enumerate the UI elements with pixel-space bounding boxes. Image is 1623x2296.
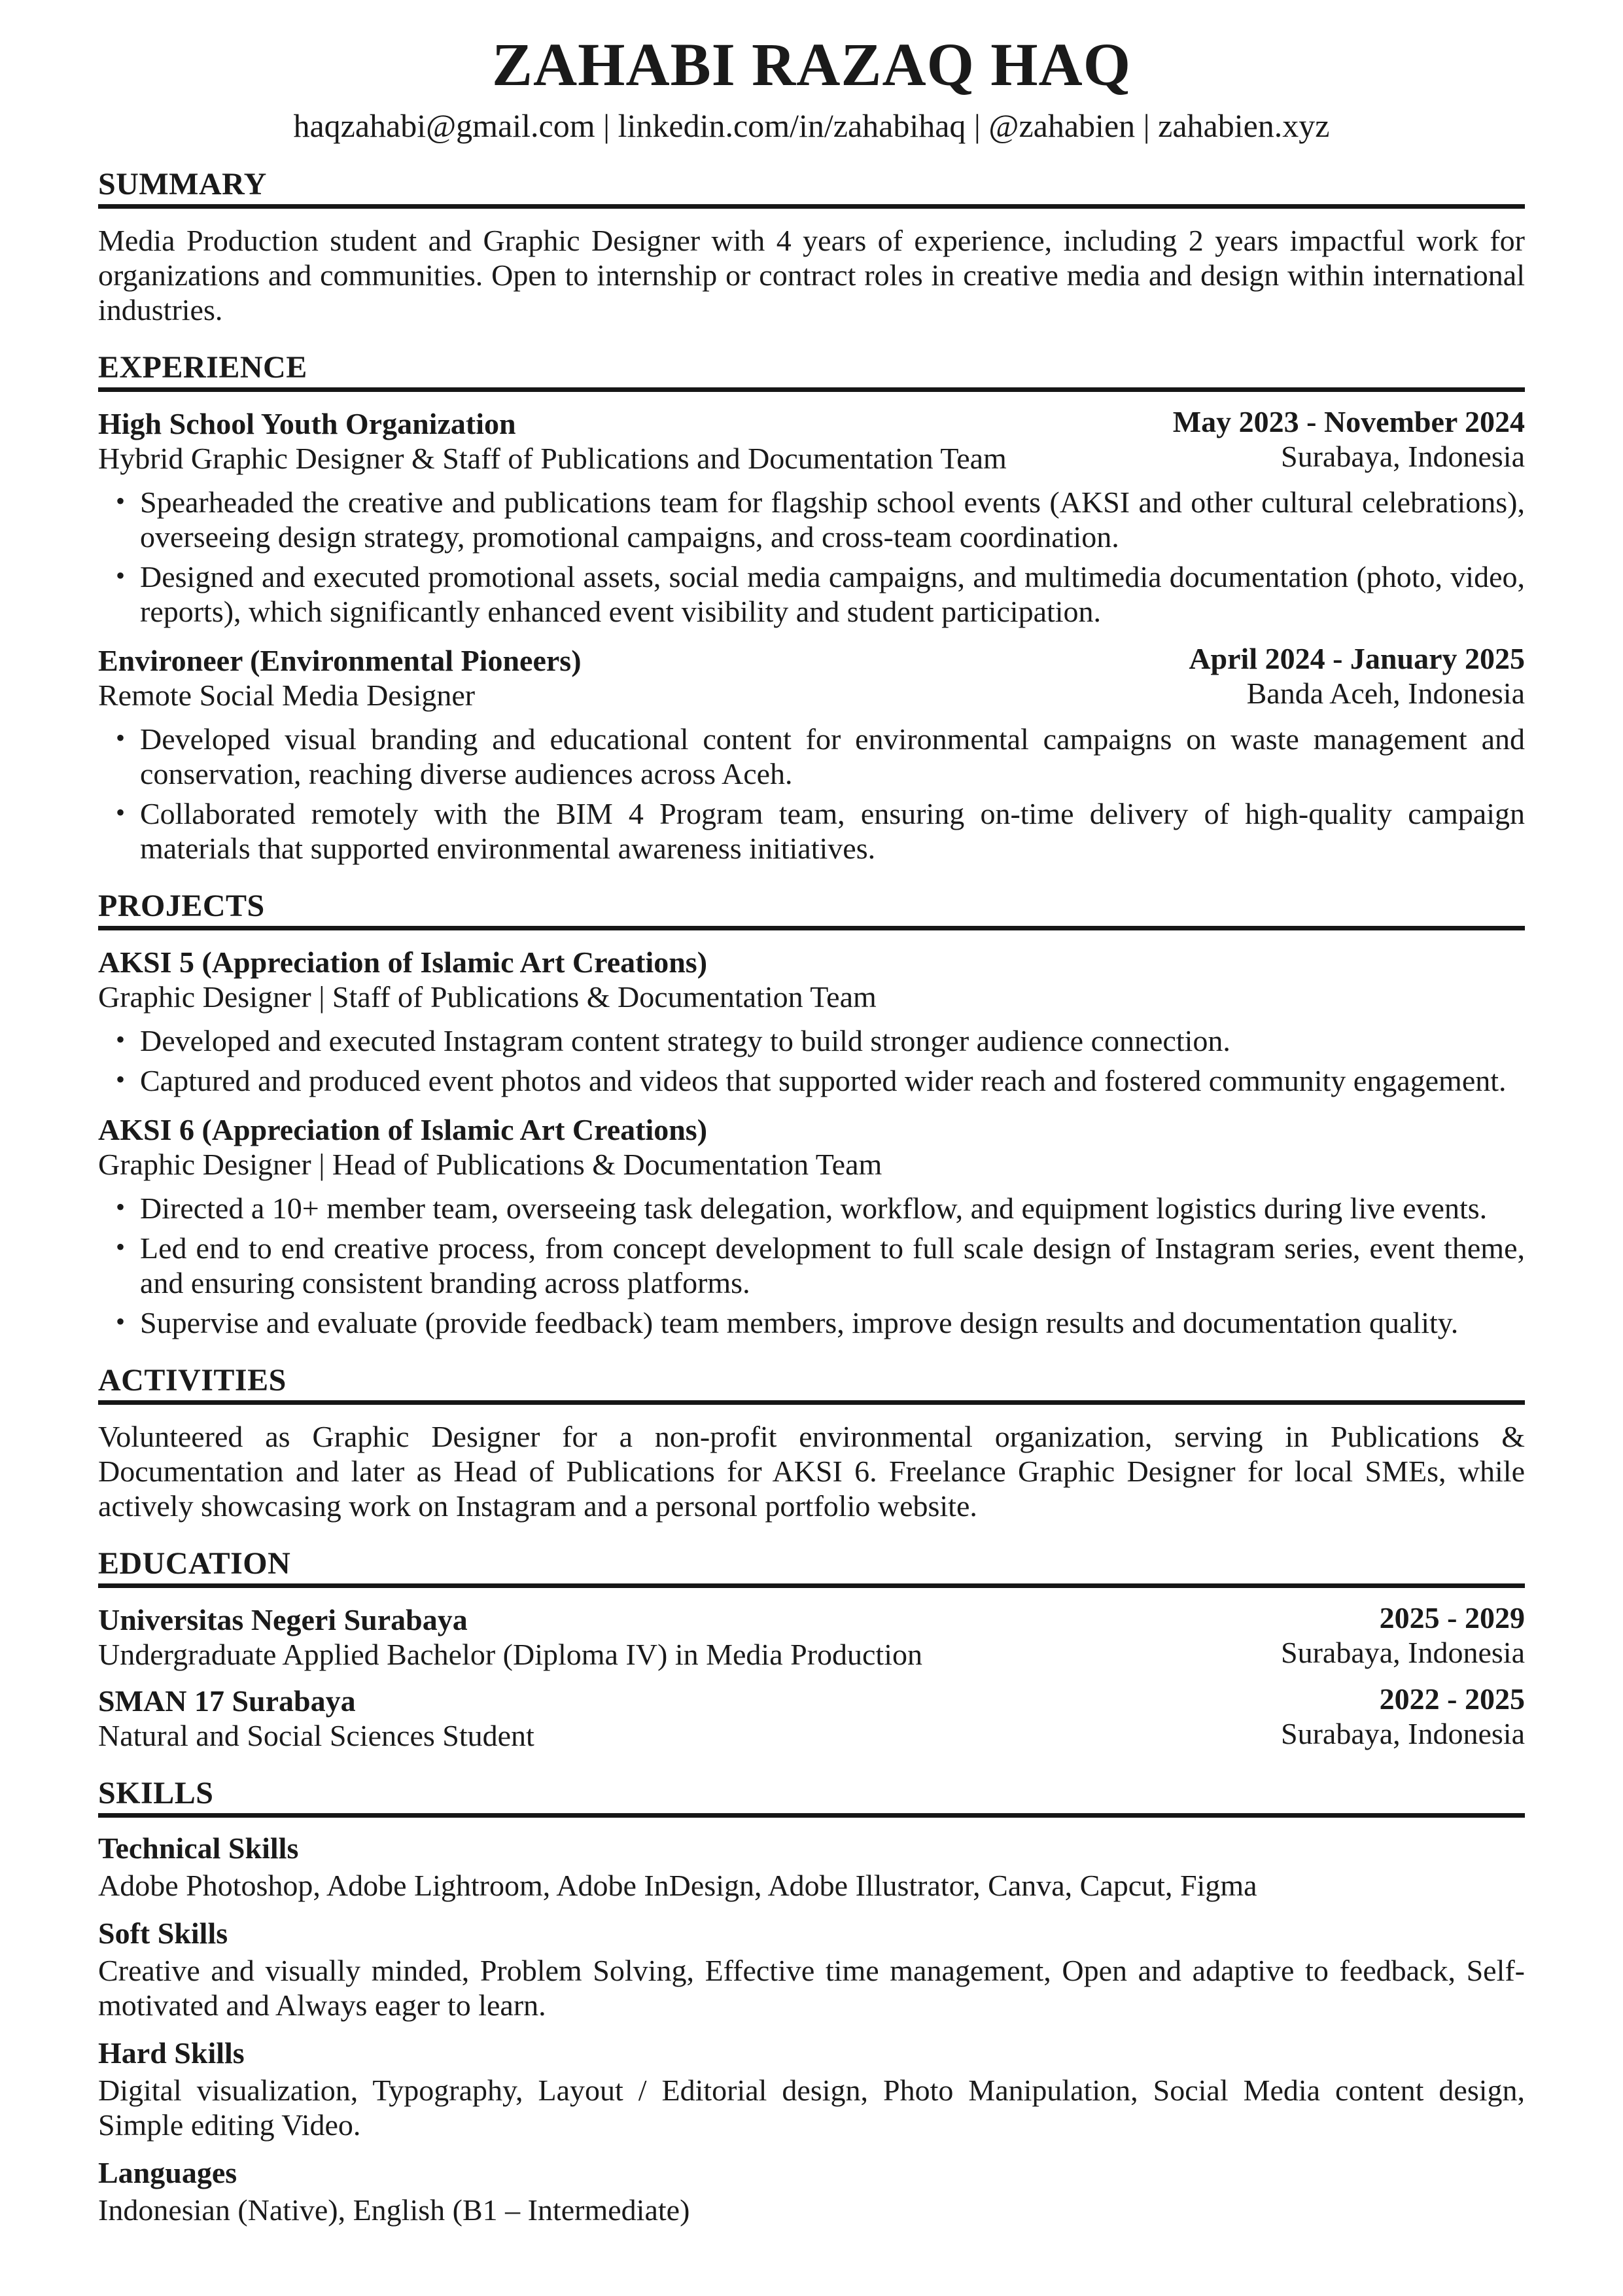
skill-group-technical — [98, 1831, 1525, 1903]
skill-group-label: Technical Skills — [98, 1831, 299, 1865]
school-degree: Natural and Social Sciences Student — [98, 1719, 534, 1752]
skill-group-label: Hard Skills — [98, 2036, 245, 2070]
entry-head — [98, 406, 1525, 476]
section-summary — [98, 168, 1525, 327]
school-degree: Undergraduate Applied Bachelor (Diploma IV) in Media Production — [98, 1638, 922, 1671]
bullet-item: • Spearheaded the creative and publications team for flagship school events (AKSI and other cultural celebrations), overseeing design strategy, promotional campaigns, and cross-team coordination. — [98, 485, 1525, 554]
school-dates: 2022 - 2025 — [1379, 1682, 1525, 1716]
entry-right — [1189, 641, 1525, 711]
section-education — [98, 1547, 1525, 1753]
skill-group-text: Creative and visually minded, Problem Solving, Effective time management, Open and adaptive to feedback, Self-motivated and Always eager to learn. — [98, 1954, 1525, 2022]
bullet-list — [98, 1191, 1525, 1340]
project-role: Graphic Designer | Head of Publications & Documentation Team — [98, 1148, 882, 1181]
contact-line: haqzahabi@gmail.com | linkedin.com/in/zahabihaq | @zahabien | zahabien.xyz — [293, 107, 1330, 144]
section-rule — [98, 926, 1525, 930]
entry-organization: Environeer (Environmental Pioneers) — [98, 644, 582, 677]
project-name: AKSI 5 (Appreciation of Islamic Art Creations) — [98, 945, 708, 979]
entry-head — [98, 1684, 1525, 1753]
entry-role: Remote Social Media Designer — [98, 679, 476, 712]
school-name: Universitas Negeri Surabaya — [98, 1603, 468, 1636]
entry-left — [98, 1684, 534, 1753]
section-projects — [98, 889, 1525, 1340]
entry-left — [98, 1112, 1097, 1182]
section-experience — [98, 351, 1525, 866]
entry-right — [1281, 1600, 1525, 1670]
section-rule — [98, 204, 1525, 209]
school-location: Surabaya, Indonesia — [1281, 1717, 1525, 1750]
bullet-list — [98, 722, 1525, 866]
entry-role: Hybrid Graphic Designer & Staff of Publications and Documentation Team — [98, 442, 1007, 475]
experience-entry — [98, 406, 1525, 629]
entry-location: Surabaya, Indonesia — [1281, 440, 1525, 473]
summary-heading: SUMMARY — [98, 167, 267, 202]
skill-group-label: Languages — [98, 2156, 237, 2189]
bullet-item: • Directed a 10+ member team, overseeing task delegation, workflow, and equipment logistics during live events. — [98, 1191, 1525, 1226]
project-entry — [98, 945, 1525, 1098]
bullet-list — [98, 1023, 1525, 1098]
skill-group-text: Adobe Photoshop, Adobe Lightroom, Adobe InDesign, Adobe Illustrator, Canva, Capcut, Figma — [98, 1869, 1257, 1902]
entry-dates: April 2024 - January 2025 — [1189, 642, 1525, 675]
section-activities — [98, 1364, 1525, 1523]
section-skills — [98, 1776, 1525, 2227]
school-name: SMAN 17 Surabaya — [98, 1684, 356, 1718]
skill-group-text: Indonesian (Native), English (B1 – Intermediate) — [98, 2193, 690, 2227]
entry-head — [98, 643, 1525, 713]
skills-heading: SKILLS — [98, 1776, 214, 1810]
entry-dates: May 2023 - November 2024 — [1172, 405, 1525, 438]
skill-group-text: Digital visualization, Typography, Layout / Editorial design, Photo Manipulation, Social Media content design, Simple editing Video. — [98, 2074, 1525, 2142]
school-location: Surabaya, Indonesia — [1281, 1636, 1525, 1669]
skill-group-languages — [98, 2155, 1525, 2227]
project-name: AKSI 6 (Appreciation of Islamic Art Creations) — [98, 1113, 708, 1146]
entry-head — [98, 1602, 1525, 1672]
education-heading: EDUCATION — [98, 1546, 291, 1581]
entry-left — [98, 406, 1007, 476]
activities-heading: ACTIVITIES — [98, 1363, 287, 1398]
project-entry — [98, 1112, 1525, 1340]
bullet-item: • Developed visual branding and educational content for environmental campaigns on waste management and conservation, reaching diverse audiences across Aceh. — [98, 722, 1525, 791]
section-rule — [98, 1813, 1525, 1818]
bullet-item: • Led end to end creative process, from concept development to full scale design of Instagram series, event theme, and ensuring consistent branding across platforms. — [98, 1231, 1525, 1300]
bullet-item: • Designed and executed promotional assets, social media campaigns, and multimedia documentation (photo, video, reports), which significantly enhanced event visibility and student participation. — [98, 559, 1525, 629]
bullet-item: • Collaborated remotely with the BIM 4 Program team, ensuring on-time delivery of high-quality campaign materials that supported environmental awareness initiatives. — [98, 796, 1525, 866]
entry-left — [98, 945, 1097, 1014]
project-role: Graphic Designer | Staff of Publications & Documentation Team — [98, 980, 877, 1014]
bullet-item: • Developed and executed Instagram content strategy to build stronger audience connection. — [98, 1023, 1525, 1058]
school-dates: 2025 - 2029 — [1379, 1601, 1525, 1634]
skill-group-hard — [98, 2036, 1525, 2142]
experience-heading: EXPERIENCE — [98, 350, 307, 385]
activities-text: Volunteered as Graphic Designer for a non-profit environmental organization, serving in Publications & Documentation and later as Head of Publications for AKSI 6. Freelance Graphic Designer for local SMEs, while actively showcasing work on Instagram and a personal portfolio website. — [98, 1420, 1525, 1523]
section-rule — [98, 387, 1525, 392]
education-entry — [98, 1684, 1525, 1753]
entry-left — [98, 643, 582, 713]
bullet-list — [98, 485, 1525, 629]
entry-right — [1281, 1682, 1525, 1751]
entry-organization: High School Youth Organization — [98, 407, 516, 440]
skill-group-soft — [98, 1916, 1525, 2022]
skill-group-label: Soft Skills — [98, 1916, 228, 1950]
person-name: ZAHABI RAZAQ HAQ — [491, 31, 1132, 99]
bullet-item: • Supervise and evaluate (provide feedback) team members, improve design results and documentation quality. — [98, 1305, 1525, 1340]
projects-heading: PROJECTS — [98, 889, 265, 923]
bullet-item: • Captured and produced event photos and videos that supported wider reach and fostered community engagement. — [98, 1063, 1525, 1098]
experience-entry — [98, 643, 1525, 866]
entry-location: Banda Aceh, Indonesia — [1246, 677, 1525, 710]
entry-right — [1173, 404, 1525, 474]
summary-text: Media Production student and Graphic Designer with 4 years of experience, including 2 years impactful work for organizations and communities. Open to internship or contract roles in creative media and design within international industries. — [98, 224, 1525, 327]
education-entry — [98, 1602, 1525, 1672]
section-rule — [98, 1583, 1525, 1588]
section-rule — [98, 1400, 1525, 1405]
entry-left — [98, 1602, 922, 1672]
